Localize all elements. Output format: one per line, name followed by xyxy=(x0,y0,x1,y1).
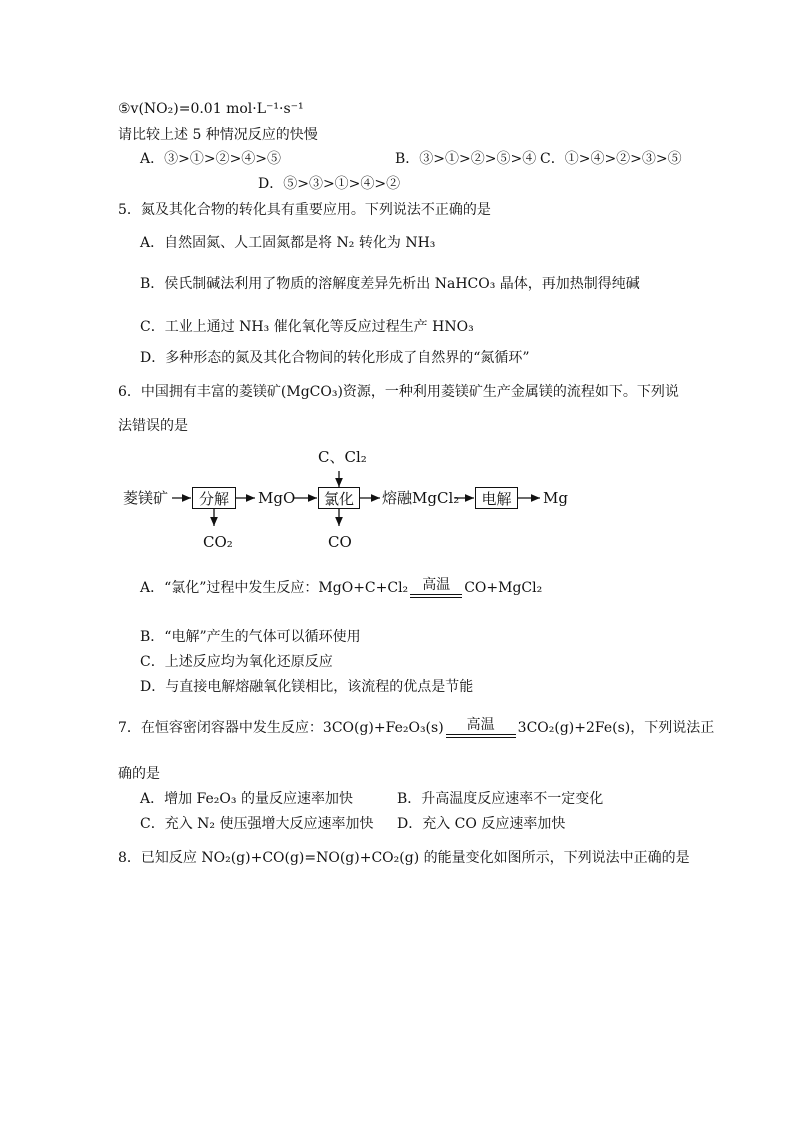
flow-co2: CO₂ xyxy=(203,533,233,551)
q4-item-5: ⑤v(NO₂)=0.01 mol·L⁻¹·s⁻¹ xyxy=(118,101,304,117)
q6-option-a-pre: A．“氯化”过程中发生反应：MgO+C+Cl₂ xyxy=(140,580,409,596)
flow-molten-mgcl2: 熔融MgCl₂ xyxy=(382,489,460,507)
flow-mg: Mg xyxy=(543,489,568,507)
flow-box-electrolysis: 电解 xyxy=(475,487,518,509)
q7-option-d: D．充入 CO 反应速率加快 xyxy=(397,816,566,832)
q6-stem-line1: 6．中国拥有丰富的菱镁矿(MgCO₃)资源，一种利用菱镁矿生产金属镁的流程如下。下列说 xyxy=(118,384,679,400)
q4-option-a: A．③>①>②>④>⑤ xyxy=(140,151,282,167)
q7-stem-pre: 7．在恒容密闭容器中发生反应：3CO(g)+Fe₂O₃(s) xyxy=(118,720,444,736)
equal-bar xyxy=(446,734,516,738)
q7-option-a: A．增加 Fe₂O₃ 的量反应速率加快 xyxy=(140,791,353,807)
q5-option-a: A．自然固氮、人工固氮都是将 N₂ 转化为 NH₃ xyxy=(140,235,436,251)
q4-option-d: D．⑤>③>①>④>② xyxy=(258,176,401,192)
flow-box-decompose: 分解 xyxy=(192,487,236,509)
flow-box-chlorinate: 氯化 xyxy=(318,487,360,509)
flow-raw-material: 菱镁矿 xyxy=(123,489,169,507)
q7-stem-line2: 确的是 xyxy=(118,766,160,782)
reaction-condition-label: 高温 xyxy=(466,717,495,733)
q5-option-c: C．工业上通过 NH₃ 催化氧化等反应过程生产 HNO₃ xyxy=(140,319,474,335)
q5-option-d: D．多种形态的氮及其化合物间的转化形成了自然界的“氮循环” xyxy=(140,350,530,366)
q6-option-a-post: CO+MgCl₂ xyxy=(464,580,543,596)
q4-prompt: 请比较上述 5 种情况反应的快慢 xyxy=(118,127,318,143)
q6-option-b: B．“电解”产生的气体可以循环使用 xyxy=(140,629,361,645)
flow-mgo: MgO xyxy=(258,489,296,507)
q7-stem-line1 xyxy=(118,718,714,738)
q7-option-b: B．升高温度反应速率不一定变化 xyxy=(397,791,604,807)
q4-option-c: C．①>④>②>③>⑤ xyxy=(540,151,682,167)
equal-bar xyxy=(410,594,462,598)
q8-stem: 8．已知反应 NO₂(g)+CO(g)=NO(g)+CO₂(g) 的能量变化如图所示，下列说法中正确的是 xyxy=(118,850,690,866)
flow-co: CO xyxy=(328,533,352,551)
reaction-condition-arrow xyxy=(446,718,516,738)
q6-option-c: C．上述反应均为氧化还原反应 xyxy=(140,654,333,670)
q5-stem: 5．氮及其化合物的转化具有重要应用。下列说法不正确的是 xyxy=(118,202,491,218)
reaction-condition-label: 高温 xyxy=(422,577,451,593)
q4-option-b: B．③>①>②>⑤>④ xyxy=(395,151,537,167)
q7-option-c: C．充入 N₂ 使压强增大反应速率加快 xyxy=(140,816,374,832)
q6-option-a xyxy=(140,578,542,598)
q6-option-d: D．与直接电解熔融氧化镁相比，该流程的优点是节能 xyxy=(140,679,474,695)
reaction-condition-arrow xyxy=(410,578,462,598)
q7-stem-post: 3CO₂(g)+2Fe(s)，下列说法正 xyxy=(517,720,715,736)
q5-option-b: B．侯氏制碱法利用了物质的溶解度差异先析出 NaHCO₃ 晶体，再加热制得纯碱 xyxy=(140,276,640,292)
q6-stem-line2: 法错误的是 xyxy=(118,418,188,434)
flow-reagents: C、Cl₂ xyxy=(318,448,367,466)
